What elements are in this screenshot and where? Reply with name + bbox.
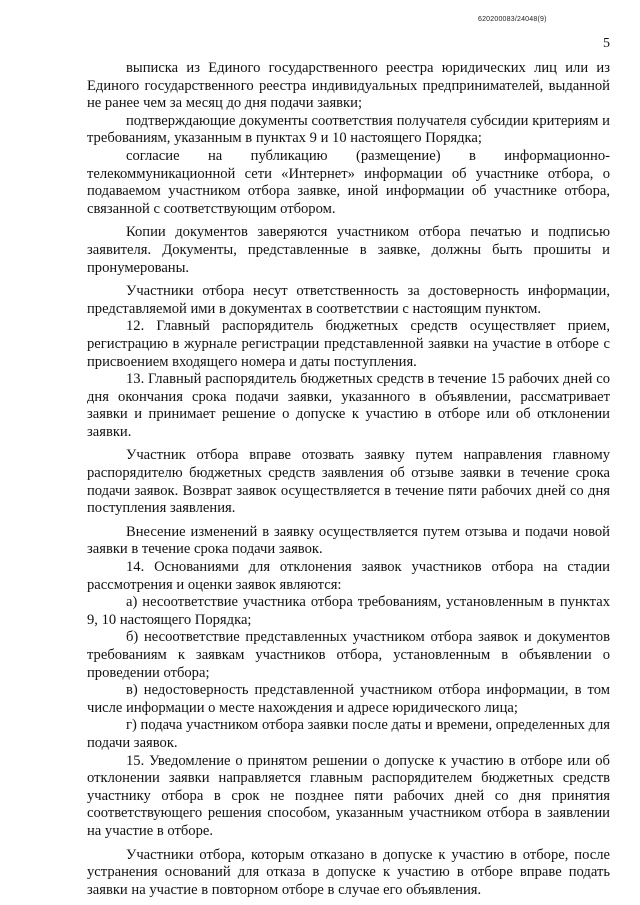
paragraph-item-14c: в) недостоверность представленной участником отбора информации, в том числе информации о месте нахождения и адресе юридического лица;: [87, 682, 610, 716]
paragraph-item-14d: г) подача участником отбора заявки после даты и времени, определенных для подачи заявок.: [87, 717, 610, 751]
paragraph-item-13: 13. Главный распорядитель бюджетных средств в течение 15 рабочих дней со дня окончания срока подачи заявки, указанного в объявлении, рассматривает заявки и принимает решение о допуске к участию в отборе или об отклонении заявки.: [87, 371, 610, 440]
document-body: [87, 60, 610, 899]
page-number: 5: [603, 36, 610, 51]
paragraph-document-copies: Копии документов заверяются участником отбора печатью и подписью заявителя. Документы, представленные в заявке, должны быть прошиты и пронумерованы.: [87, 224, 610, 276]
paragraph-extract-registry: выписка из Единого государственного реестра юридических лиц или из Единого государственного реестра индивидуальных предпринимателей, выданной не ранее чем за месяц до дня подачи заявки;: [87, 60, 610, 112]
document-code: 620200083/24048(9): [478, 16, 547, 23]
paragraph-supporting-documents: подтверждающие документы соответствия получателя субсидии критериям и требованиям, указанным в пунктах 9 и 10 настоящего Порядка;: [87, 112, 610, 147]
paragraph-amendments: Внесение изменений в заявку осуществляется путем отзыва и подачи новой заявки в течение срока подачи заявок.: [87, 523, 610, 558]
paragraph-item-14: 14. Основаниями для отклонения заявок участников отбора на стадии рассмотрения и оценки заявок являются:: [87, 559, 610, 593]
paragraph-withdrawal: Участник отбора вправе отозвать заявку путем направления главному распорядителю бюджетных средств заявления об отзыве заявки в течение срока подачи заявок. Возврат заявок осуществляется в течение пяти рабочих дней со дня поступления заявления.: [87, 447, 610, 517]
paragraph-item-14a: а) несоответствие участника отбора требованиям, установленным в пунктах 9, 10 настоящего Порядка;: [87, 594, 610, 628]
paragraph-item-12: 12. Главный распорядитель бюджетных средств осуществляет прием, регистрацию в журнале регистрации представленной заявки на участие в отборе с присвоением входящего номера и даты поступления.: [87, 318, 610, 370]
paragraph-item-14b: б) несоответствие представленных участником отбора заявок и документов требованиям к заявкам участников отбора, установленным в объявлении о проведении отбора;: [87, 629, 610, 681]
paragraph-publication-consent: согласие на публикацию (размещение) в информационно-телекоммуникационной сети «Интернет» информации об участнике отбора, о подаваемом участником отбора заявке, иной информации об участнике отбора, связанной с соответствующим отбором.: [87, 147, 610, 217]
paragraph-repeat-selection: Участники отбора, которым отказано в допуске к участию в отборе, после устранения оснований для отказа в допуске к участию в отборе вправе подать заявки на участие в повторном отборе в случае его объявления.: [87, 846, 610, 898]
paragraph-responsibility: Участники отбора несут ответственность за достоверность информации, представляемой ими в документах в соответствии с настоящим пунктом.: [87, 283, 610, 317]
paragraph-item-15: 15. Уведомление о принятом решении о допуске к участию в отборе или об отклонении заявки направляется главным распорядителем бюджетных средств участнику отбора в срок не позднее пяти рабочих дней со дня принятия соответствующего решения способом, указанным участником отбора в заявлении на участие в отборе.: [87, 752, 610, 839]
